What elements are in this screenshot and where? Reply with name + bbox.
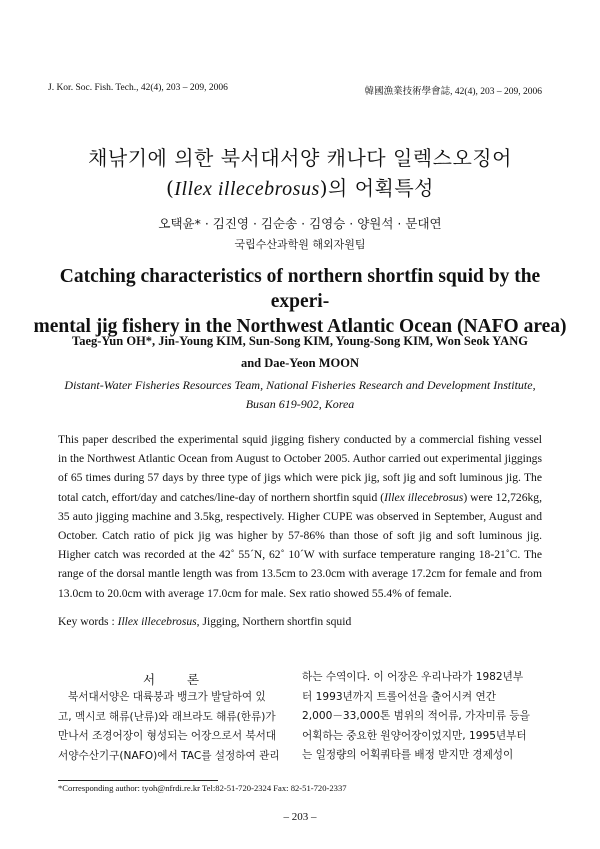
abstract-part2: ) were 12,726kg, 35 auto jigging machine and 3.5kg, respectively. Higher CUPE was observed in September, August and October. Catch ratio of pick jig was higher by 57-86% than those of soft jig and soft luminous jig. Higher catch was recorded at the 42˚ 55´N, 62˚ 10´W with surface temperature ranging 18-21˚C. The range of the dorsal mantle length was from 13.5cm to 23.0cm with average 17.2cm for female and from 13.0cm to 20.0cm with average 17.0cm for male. Sex ratio showed 55.4% of female. [58,490,542,600]
korean-title-line1: 채낚기에 의한 북서대서양 캐나다 일렉스오징어 [88,146,512,170]
korean-affiliation: 국립수산과학원 해외자원팀 [234,238,366,251]
english-authors-line1: Taeg-Yun OH*, Jin-Young KIM, Sun-Song KIM, Young-Song KIM, Won Seok YANG [72,334,528,348]
left-column [58,688,298,766]
right-column-line: 2,000－33,000톤 범위의 적어류, 가자미류 등을 [302,710,530,723]
korean-title-species: Illex illecebrosus [174,178,320,200]
left-column-line: 북서대서양은 대륙붕과 뱅크가 발달하여 있 [68,691,266,703]
english-affiliation-line1: Distant-Water Fisheries Resources Team, National Fisheries Research and Development Institute, [64,378,536,392]
abstract-species: Illex illecebrosus [384,490,464,504]
left-column-line: 서양수산기구(NAFO)에서 TAC를 설정하여 관리 [58,749,280,762]
page-number: – 203 – [283,811,317,823]
english-affiliation-line2: Busan 619-902, Korea [245,397,355,411]
korean-title-line2 [0,172,600,201]
korean-authors: 오택윤* · 김진영 · 김순송 · 김영승 · 양원석 · 문대연 [158,216,442,231]
footnote: *Corresponding author: tyoh@nfrdi.re.kr Tel:82-51-720-2324 Fax: 82-51-720-2337 [58,783,347,793]
keywords-rest: , Jigging, Northern shortfin squid [196,615,352,628]
keywords-label: Key words : [58,615,118,628]
right-column-line: 터 1993년까지 트롤어선을 출어시켜 연간 [302,690,496,703]
right-column-line: 는 일정량의 어획쿼타를 배정 받지만 경제성이 [302,749,514,762]
english-affiliation [40,376,560,414]
footnote-rule [58,780,218,781]
english-authors [40,330,560,374]
running-header-left: J. Kor. Soc. Fish. Tech., 42(4), 203 – 209, 2006 [48,83,228,93]
right-column [302,668,542,766]
keywords [58,615,351,628]
running-header-right: 韓國漁業技術學會誌, 42(4), 203 – 209, 2006 [364,87,542,97]
korean-title-suffix: )의 어획특성 [319,176,434,200]
left-column-line: 고, 멕시코 해류(난류)와 래브라도 해류(한류)가 [58,710,276,723]
english-title [30,264,570,339]
left-column-line: 만나서 조경어장이 형성되는 어장으로서 북서대 [58,730,277,743]
abstract-part1: This paper described the experimental squid jigging fishery conducted by a commercial fishing vessel in the Northwest Atlantic Ocean from August to October 2005. Author carried out experimental jiggings of 65 times during 57 days by three type of jigs which were pick jig, soft jig and soft luminous jig. The total catch, effort/day and catches/line-day of northern shortfin squid ( [58,433,542,504]
right-column-line: 어획하는 중요한 원양어장이었지만, 1995년부터 [302,729,527,742]
abstract [58,430,542,603]
section-heading: 서 론 [142,672,214,687]
english-title-line2: mental jig fishery in the Northwest Atlantic Ocean (NAFO area) [33,316,567,337]
keywords-species: Illex illecebrosus [117,615,197,628]
english-title-line1: Catching characteristics of northern shortfin squid by the experi- [59,266,541,312]
right-column-line: 하는 수역이다. 이 어장은 우리나라가 1982년부 [302,671,524,683]
korean-title-open-paren: ( [165,176,175,200]
english-authors-line2: and Dae-Yeon MOON [240,356,360,370]
